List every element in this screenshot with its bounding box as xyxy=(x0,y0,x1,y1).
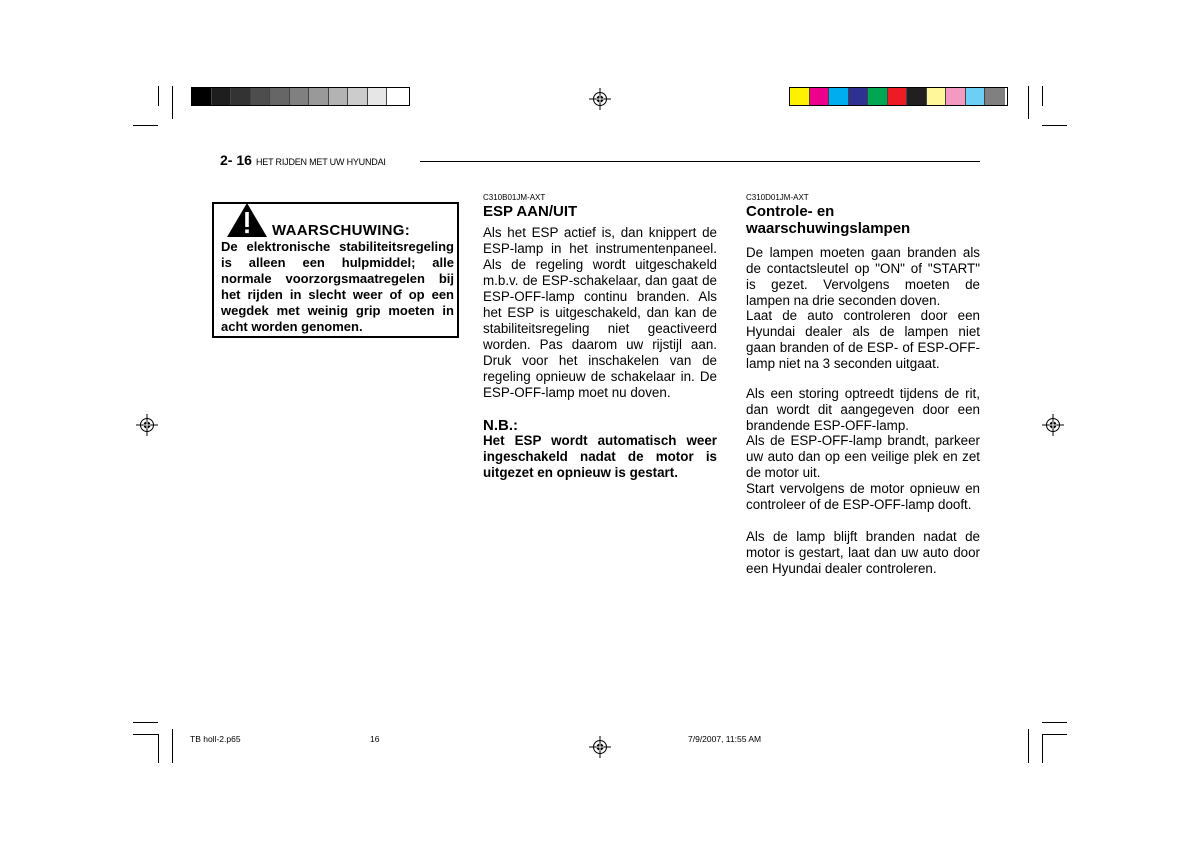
crop-mark xyxy=(133,734,158,735)
color-swatch xyxy=(231,88,251,105)
warning-text: De elektronische stabiliteitsregeling is alleen een hulpmiddel; alle normale voorzorgsmaatregelen bij het rijden in slecht weer of op een wegdek met weinig grip moeten in acht worden genomen. xyxy=(221,239,454,334)
lamps-paragraph: Als een storing optreedt tijdens de rit, dan wordt dit aangegeven door een brandende ESP-OFF-lamp. xyxy=(746,386,980,433)
footer-page: 16 xyxy=(370,734,380,744)
crop-mark xyxy=(1042,125,1067,126)
lamps-heading-line1: Controle- en xyxy=(746,203,835,220)
section-title: HET RIJDEN MET UW HYUNDAI xyxy=(256,157,386,167)
color-swatch xyxy=(966,88,986,105)
color-swatch xyxy=(348,88,368,105)
color-swatch xyxy=(849,88,869,105)
esp-heading: ESP AAN/UIT xyxy=(483,203,578,220)
color-swatch xyxy=(927,88,947,105)
crop-mark xyxy=(158,734,159,763)
color-swatch xyxy=(985,88,1005,105)
footer-timestamp: 7/9/2007, 11:55 AM xyxy=(688,734,762,744)
crop-mark xyxy=(1042,722,1067,723)
warning-title: WAARSCHUWING: xyxy=(272,222,411,239)
crop-mark xyxy=(133,125,158,126)
section-code: C310B01JM-AXT xyxy=(483,193,546,202)
color-swatch xyxy=(790,88,810,105)
crop-mark xyxy=(1042,734,1043,763)
crop-mark xyxy=(133,722,158,723)
registration-mark-icon xyxy=(1042,414,1064,436)
color-swatch xyxy=(290,88,310,105)
note-body: Het ESP wordt automatisch weer ingeschakeld nadat de motor is uitgezet en opnieuw is gestart. xyxy=(483,433,717,480)
color-swatch xyxy=(888,88,908,105)
color-swatch xyxy=(946,88,966,105)
registration-mark-icon xyxy=(589,736,611,758)
color-swatch xyxy=(192,88,212,105)
footer-file: TB holl-2.p65 xyxy=(190,734,241,744)
crop-mark xyxy=(172,86,173,119)
page-number: 2- 16 xyxy=(220,152,252,168)
color-swatch xyxy=(251,88,271,105)
color-swatch xyxy=(270,88,290,105)
lamps-paragraph: Als de lamp blijft branden nadat de motor is gestart, laat dan uw auto door een Hyundai dealer controleren. xyxy=(746,529,980,576)
color-swatch xyxy=(212,88,232,105)
color-bar xyxy=(789,87,1008,106)
registration-mark-icon xyxy=(589,88,611,110)
color-swatch xyxy=(868,88,888,105)
lamps-paragraph: Als de ESP-OFF-lamp brandt, parkeer uw auto dan op een veilige plek en zet de motor uit. xyxy=(746,433,980,480)
section-code: C310D01JM-AXT xyxy=(746,193,809,202)
warning-box xyxy=(212,202,459,338)
crop-mark xyxy=(172,729,173,763)
color-swatch xyxy=(387,88,407,105)
lamps-heading-line2: waarschuwingslampen xyxy=(746,220,911,237)
note-heading: N.B.: xyxy=(483,417,518,434)
color-swatch xyxy=(309,88,329,105)
warning-triangle-icon xyxy=(226,202,268,238)
lamps-paragraph: Laat de auto controleren door een Hyundai dealer als de lampen niet gaan branden of de ESP- of ESP-OFF-lamp niet na 3 seconden uitgaat. xyxy=(746,308,980,371)
grayscale-bar xyxy=(191,87,410,106)
crop-mark xyxy=(158,86,159,106)
lamps-paragraph: De lampen moeten gaan branden als de contactsleutel op "ON" of "START" is gezet. Vervolgens moeten de lampen na drie seconden doven. xyxy=(746,245,980,308)
color-swatch xyxy=(810,88,830,105)
color-swatch xyxy=(829,88,849,105)
crop-mark xyxy=(1028,729,1029,763)
color-swatch xyxy=(329,88,349,105)
crop-mark xyxy=(1042,86,1043,106)
registration-mark-icon xyxy=(136,414,158,436)
color-swatch xyxy=(368,88,388,105)
lamps-paragraph: Start vervolgens de motor opnieuw en controleer of de ESP-OFF-lamp dooft. xyxy=(746,481,980,512)
header-rule xyxy=(420,161,980,162)
color-swatch xyxy=(907,88,927,105)
esp-body: Als het ESP actief is, dan knippert de ESP-lamp in het instrumentenpaneel. Als de regeling wordt uitgeschakeld m.b.v. de ESP-schakelaar, dan gaat de ESP-OFF-lamp continu branden. Als het ESP is uitgeschakeld, dan kan de stabiliteitsregeling niet geactiveerd worden. Pas daarom uw rijstijl aan. Druk voor het inschakelen van de regeling opnieuw de schakelaar in. De ESP-OFF-lamp moet nu doven. xyxy=(483,225,717,400)
crop-mark xyxy=(1028,86,1029,119)
crop-mark xyxy=(1042,734,1067,735)
